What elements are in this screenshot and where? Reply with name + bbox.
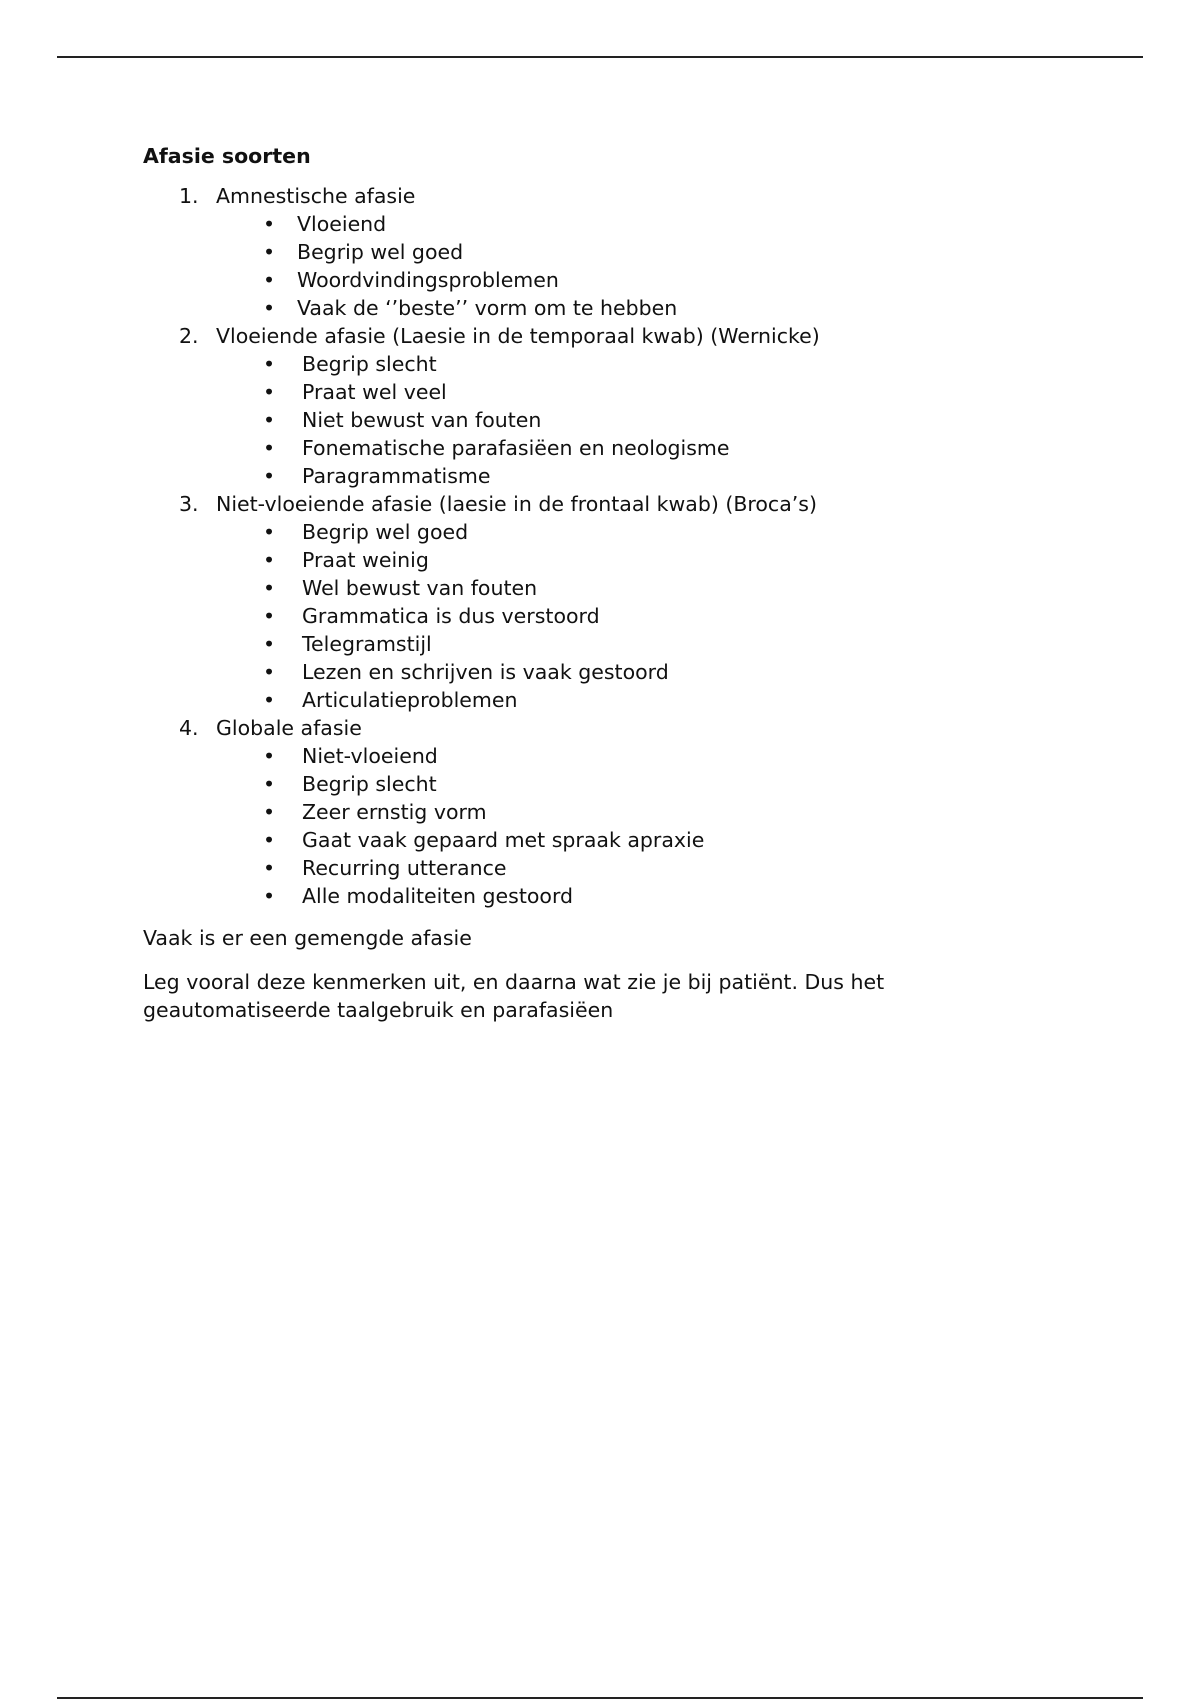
bullet-icon: • (263, 548, 276, 572)
bullet-icon: • (263, 212, 276, 236)
list-item (143, 490, 1063, 714)
bullet-list (216, 210, 1063, 322)
list-item (143, 182, 1063, 322)
bullet-item: • Begrip slecht (263, 352, 437, 376)
bullet-icon: • (263, 464, 276, 488)
bullet-item: • Niet bewust van fouten (263, 408, 542, 432)
bullet-item: • Vaak de ‘’beste’’ vorm om te hebben (263, 296, 678, 320)
bullet-item: • Praat weinig (263, 548, 429, 572)
document-body (143, 142, 1063, 1024)
bullet-icon: • (263, 520, 276, 544)
bullet-item: • Begrip wel goed (263, 240, 464, 264)
bullet-icon: • (263, 576, 276, 600)
bullet-item: • Begrip slecht (263, 772, 437, 796)
item-title: Niet-vloeiende afasie (laesie in de frontaal kwab) (Broca’s) (216, 492, 817, 516)
bullet-icon: • (263, 240, 276, 264)
bullet-icon: • (263, 296, 276, 320)
bullet-item: • Alle modaliteiten gestoord (263, 884, 574, 908)
bullet-item: • Wel bewust van fouten (263, 576, 538, 600)
bullet-item: • Gaat vaak gepaard met spraak apraxie (263, 828, 705, 852)
bullet-item: • Paragrammatisme (263, 464, 491, 488)
bullet-icon: • (263, 268, 276, 292)
bullet-icon: • (263, 828, 276, 852)
bullet-icon: • (263, 800, 276, 824)
item-number: 4. (179, 716, 199, 740)
list-item (143, 714, 1063, 910)
bullet-icon: • (263, 884, 276, 908)
bullet-icon: • (263, 408, 276, 432)
bullet-item: • Grammatica is dus verstoord (263, 604, 600, 628)
bullet-item: • Recurring utterance (263, 856, 507, 880)
bullet-icon: • (263, 856, 276, 880)
bullet-list (216, 518, 1063, 714)
aphasia-types-list (143, 182, 1063, 910)
bullet-item: • Fonematische parafasiëen en neologisme (263, 436, 730, 460)
bullet-item: • Articulatieproblemen (263, 688, 518, 712)
bullet-item: • Lezen en schrijven is vaak gestoord (263, 660, 669, 684)
footer-rule (57, 1697, 1143, 1699)
bullet-item: • Begrip wel goed (263, 520, 469, 544)
bullet-item: • Woordvindingsproblemen (263, 268, 559, 292)
bullet-item: • Vloeiend (263, 212, 387, 236)
header-rule (57, 56, 1143, 58)
list-item (143, 322, 1063, 490)
bullet-icon: • (263, 632, 276, 656)
item-title: Vloeiende afasie (Laesie in de temporaal kwab) (Wernicke) (216, 324, 820, 348)
item-title: Globale afasie (216, 716, 362, 740)
item-title: Amnestische afasie (216, 184, 416, 208)
bullet-icon: • (263, 436, 276, 460)
item-number: 1. (179, 184, 199, 208)
bullet-list (216, 742, 1063, 910)
item-number: 3. (179, 492, 199, 516)
bullet-item: • Praat wel veel (263, 380, 447, 404)
bullet-item: • Niet-vloeiend (263, 744, 438, 768)
bullet-item: • Zeer ernstig vorm (263, 800, 487, 824)
bullet-icon: • (263, 688, 276, 712)
paragraph-explanation: Leg vooral deze kenmerken uit, en daarna wat zie je bij patiënt. Dus het geautomatiseerde taalgebruik en parafasiëen (143, 970, 885, 1022)
bullet-icon: • (263, 380, 276, 404)
bullet-icon: • (263, 744, 276, 768)
bullet-icon: • (263, 604, 276, 628)
bullet-icon: • (263, 660, 276, 684)
bullet-item: • Telegramstijl (263, 632, 432, 656)
item-number: 2. (179, 324, 199, 348)
bullet-list (216, 350, 1063, 490)
section-heading: Afasie soorten (143, 144, 311, 168)
paragraph-mixed-aphasia: Vaak is er een gemengde afasie (143, 926, 472, 950)
bullet-icon: • (263, 772, 276, 796)
bullet-icon: • (263, 352, 276, 376)
